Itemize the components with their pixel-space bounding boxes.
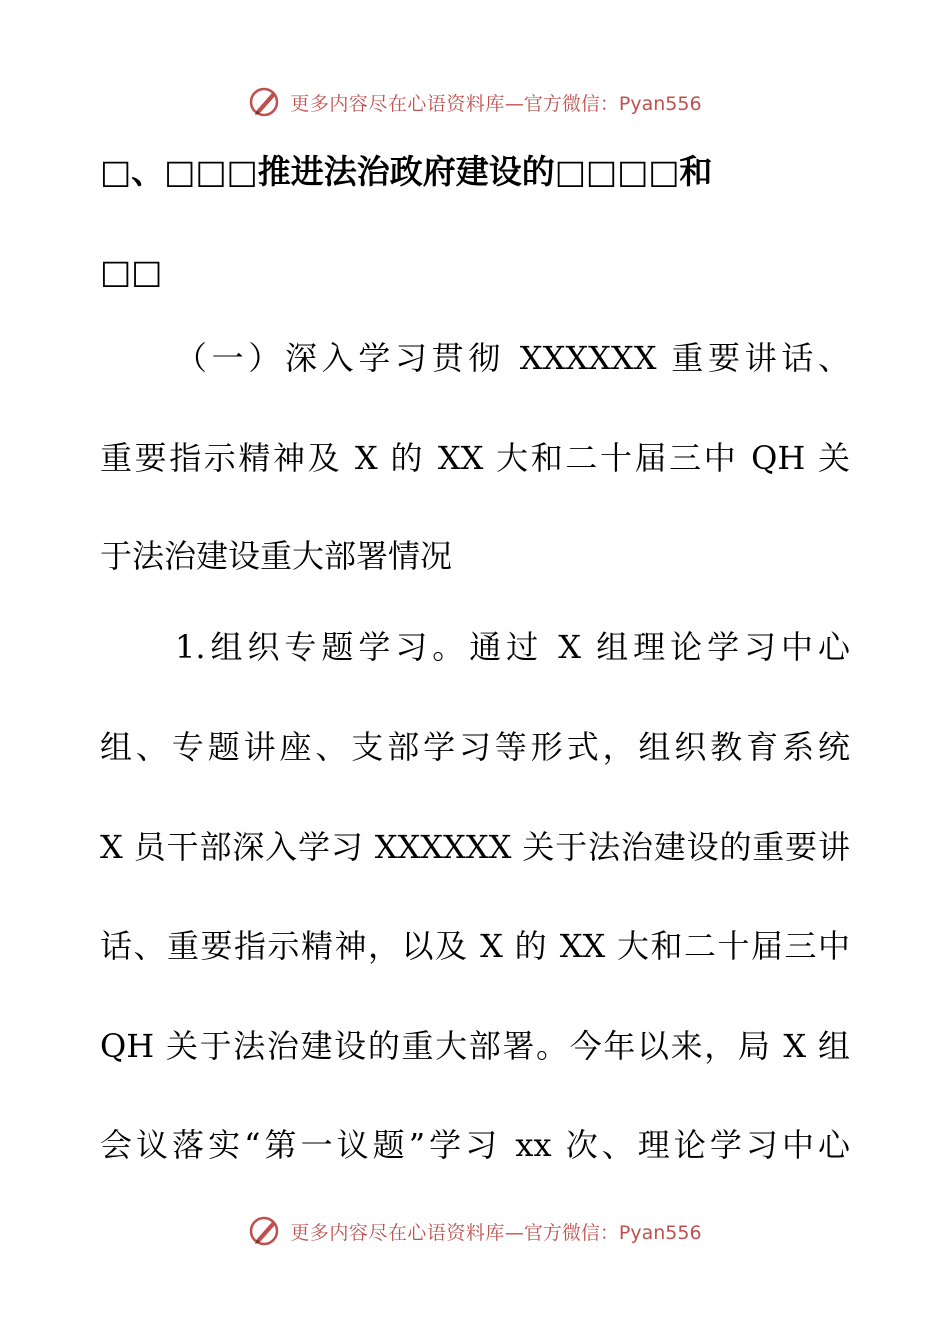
watermark-header [0,82,950,122]
paragraph-line-4: 话、重要指示精神，以及 X 的 XX 大和二十届三中 [100,927,850,965]
subheading-line-1: （一）深入学习贯彻 XXXXXX 重要讲话、 [175,339,850,377]
section-heading-line-1: □、□□□推进法治政府建设的□□□□和 [100,152,713,191]
watermark-main-text: 更多内容尽在心语资料库 [290,92,505,115]
subheading-line-2: 重要指示精神及 X 的 XX 大和二十届三中 QH 关 [100,439,850,477]
paragraph-line-1: 1.组织专题学习。通过 X 组理论学习中心 [175,628,850,666]
pen-circle-icon [248,1214,282,1248]
pen-circle-icon [248,85,282,119]
subheading-line-3: 于法治建设重大部署情况 [100,537,453,575]
paragraph-line-5: QH 关于法治建设的重大部署。今年以来，局 X 组 [100,1027,850,1065]
paragraph-line-2: 组、专题讲座、支部学习等形式，组织教育系统 [100,728,850,766]
paragraph-line-3: X 员干部深入学习 XXXXXX 关于法治建设的重要讲 [100,828,850,866]
watermark-main-text: 更多内容尽在心语资料库 [290,1221,505,1244]
watermark-footer [0,1211,950,1251]
paragraph-line-6: 会议落实“第一议题”学习 xx 次、理论学习中心 [100,1126,850,1164]
watermark-contact-text: —官方微信：Pyan556 [504,92,702,115]
section-heading-line-2: □□ [100,252,163,291]
watermark-contact-text: —官方微信：Pyan556 [504,1221,702,1244]
